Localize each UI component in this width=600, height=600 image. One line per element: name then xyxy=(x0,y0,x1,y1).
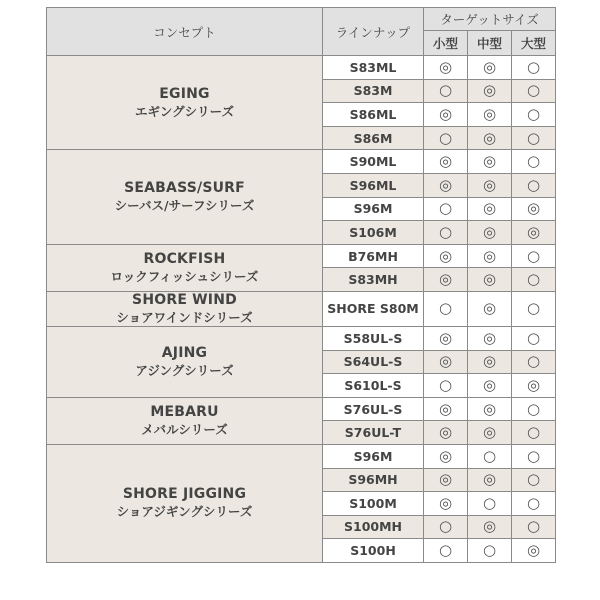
rating-small xyxy=(424,56,468,80)
model-name: S76UL-T xyxy=(323,421,424,445)
rating-symbol: ○ xyxy=(438,199,453,218)
rating-large xyxy=(512,221,556,245)
series-name-en: SHORE WIND xyxy=(132,291,237,308)
model-name: B76MH xyxy=(323,244,424,268)
table-header xyxy=(47,8,556,56)
rating-symbol: ○ xyxy=(526,446,541,465)
model-name: S90ML xyxy=(323,150,424,174)
series-name-jp: メバルシリーズ xyxy=(141,421,228,437)
series-cell xyxy=(47,444,323,562)
table-row xyxy=(47,397,556,421)
rating-medium xyxy=(468,197,512,221)
rating-small xyxy=(424,244,468,268)
rating-symbol: ◎ xyxy=(438,493,453,512)
rating-medium xyxy=(468,221,512,245)
rating-symbol: ◎ xyxy=(438,246,453,265)
series-cell xyxy=(47,326,323,397)
rating-symbol: ○ xyxy=(526,470,541,489)
rating-symbol: ◎ xyxy=(482,57,497,76)
header-concept: コンセプト xyxy=(47,8,323,56)
lineup-table xyxy=(46,7,556,563)
rating-medium xyxy=(468,374,512,398)
series-name-en: MEBARU xyxy=(150,403,219,420)
rating-symbol: ◎ xyxy=(482,270,497,289)
rating-symbol: ◎ xyxy=(438,399,453,418)
rating-medium xyxy=(468,350,512,374)
rating-symbol: ◎ xyxy=(482,104,497,123)
rating-medium xyxy=(468,291,512,326)
series-name-jp: ロックフィッシュシリーズ xyxy=(110,268,259,284)
rating-symbol: ◎ xyxy=(482,246,497,265)
model-name: S106M xyxy=(323,221,424,245)
model-name: S64UL-S xyxy=(323,350,424,374)
rating-large xyxy=(512,79,556,103)
rating-medium xyxy=(468,268,512,292)
rating-symbol: ○ xyxy=(526,299,541,318)
rating-small xyxy=(424,126,468,150)
rating-large xyxy=(512,173,556,197)
rating-symbol: ◎ xyxy=(482,128,497,147)
rating-symbol: ○ xyxy=(482,493,497,512)
rating-medium xyxy=(468,326,512,350)
series-name-jp: ショアワインドシリーズ xyxy=(116,309,253,325)
series-cell xyxy=(47,397,323,444)
rating-symbol: ◎ xyxy=(482,199,497,218)
rating-large xyxy=(512,539,556,563)
rating-medium xyxy=(468,515,512,539)
rating-small xyxy=(424,103,468,127)
rating-symbol: ◎ xyxy=(482,175,497,194)
series-name-en: EGING xyxy=(159,85,210,102)
series-cell xyxy=(47,244,323,291)
rating-large xyxy=(512,421,556,445)
rating-symbol: ○ xyxy=(526,270,541,289)
model-name: S76UL-S xyxy=(323,397,424,421)
rating-symbol: ◎ xyxy=(438,352,453,371)
table-row xyxy=(47,244,556,268)
rating-symbol: ◎ xyxy=(482,81,497,100)
series-cell xyxy=(47,56,323,150)
rating-large xyxy=(512,397,556,421)
table-row xyxy=(47,326,556,350)
model-name: S96ML xyxy=(323,173,424,197)
rating-small xyxy=(424,539,468,563)
model-name: S96M xyxy=(323,197,424,221)
rating-small xyxy=(424,173,468,197)
rating-small xyxy=(424,150,468,174)
rating-medium xyxy=(468,56,512,80)
model-name: S610L-S xyxy=(323,374,424,398)
model-name: S83ML xyxy=(323,56,424,80)
series-name-en: SHORE JIGGING xyxy=(122,486,247,503)
rating-symbol: ◎ xyxy=(526,375,541,394)
rating-symbol: ◎ xyxy=(438,175,453,194)
series-name-jp: シーバス/サーフシリーズ xyxy=(114,198,255,214)
rating-small xyxy=(424,221,468,245)
rating-symbol: ◎ xyxy=(438,57,453,76)
model-name: S100H xyxy=(323,539,424,563)
rating-small xyxy=(424,421,468,445)
rating-symbol: ○ xyxy=(526,152,541,171)
rating-symbol: ◎ xyxy=(482,222,497,241)
rating-medium xyxy=(468,244,512,268)
rating-small xyxy=(424,397,468,421)
rating-medium xyxy=(468,492,512,516)
rating-medium xyxy=(468,444,512,468)
rating-symbol: ◎ xyxy=(482,152,497,171)
rating-symbol: ○ xyxy=(526,399,541,418)
table-row xyxy=(47,291,556,326)
rating-large xyxy=(512,126,556,150)
rating-small xyxy=(424,444,468,468)
rating-symbol: ○ xyxy=(526,423,541,442)
rating-symbol: ◎ xyxy=(482,328,497,347)
header-size-large: 大型 xyxy=(512,31,556,56)
rating-symbol: ○ xyxy=(526,104,541,123)
rating-small xyxy=(424,291,468,326)
rating-medium xyxy=(468,397,512,421)
model-name: S96MH xyxy=(323,468,424,492)
rating-medium xyxy=(468,468,512,492)
rating-symbol: ○ xyxy=(438,128,453,147)
series-name-jp: アジングシリーズ xyxy=(135,362,234,378)
model-name: S86M xyxy=(323,126,424,150)
series-cell xyxy=(47,150,323,244)
rating-symbol: ○ xyxy=(526,352,541,371)
table-row xyxy=(47,444,556,468)
rating-symbol: ◎ xyxy=(482,470,497,489)
header-target-size: ターゲットサイズ xyxy=(424,8,556,31)
rating-symbol: ◎ xyxy=(438,104,453,123)
rating-medium xyxy=(468,173,512,197)
series-name-en: AJING xyxy=(161,344,208,361)
rating-symbol: ○ xyxy=(526,57,541,76)
rating-symbol: ◎ xyxy=(438,270,453,289)
rating-large xyxy=(512,374,556,398)
rating-medium xyxy=(468,126,512,150)
rating-large xyxy=(512,150,556,174)
rating-symbol: ○ xyxy=(526,128,541,147)
rating-symbol: ○ xyxy=(526,328,541,347)
rating-symbol: ◎ xyxy=(482,517,497,536)
rating-medium xyxy=(468,103,512,127)
rating-medium xyxy=(468,79,512,103)
rating-large xyxy=(512,468,556,492)
table-row xyxy=(47,150,556,174)
rating-large xyxy=(512,291,556,326)
rating-symbol: ○ xyxy=(438,299,453,318)
rating-large xyxy=(512,350,556,374)
rating-large xyxy=(512,326,556,350)
rating-symbol: ○ xyxy=(438,375,453,394)
rating-symbol: ◎ xyxy=(482,423,497,442)
header-lineup: ラインナップ xyxy=(323,8,424,56)
model-name: S86ML xyxy=(323,103,424,127)
rating-symbol: ○ xyxy=(438,541,453,560)
rating-small xyxy=(424,374,468,398)
model-name: S100M xyxy=(323,492,424,516)
rating-symbol: ◎ xyxy=(482,299,497,318)
rating-symbol: ◎ xyxy=(438,152,453,171)
rating-small xyxy=(424,468,468,492)
model-name: S100MH xyxy=(323,515,424,539)
rating-small xyxy=(424,350,468,374)
model-name: S96M xyxy=(323,444,424,468)
model-name: S83MH xyxy=(323,268,424,292)
rating-large xyxy=(512,444,556,468)
rating-small xyxy=(424,515,468,539)
rating-symbol: ◎ xyxy=(482,375,497,394)
rating-small xyxy=(424,268,468,292)
rating-large xyxy=(512,103,556,127)
rating-symbol: ◎ xyxy=(438,328,453,347)
rating-large xyxy=(512,515,556,539)
rating-medium xyxy=(468,421,512,445)
rating-symbol: ○ xyxy=(438,517,453,536)
rating-symbol: ○ xyxy=(526,246,541,265)
rating-small xyxy=(424,79,468,103)
header-size-small: 小型 xyxy=(424,31,468,56)
rating-large xyxy=(512,268,556,292)
rating-symbol: ○ xyxy=(482,446,497,465)
rating-symbol: ○ xyxy=(438,81,453,100)
rating-symbol: ◎ xyxy=(526,199,541,218)
series-name-en: ROCKFISH xyxy=(143,250,226,267)
rating-symbol: ○ xyxy=(482,541,497,560)
rating-symbol: ◎ xyxy=(482,352,497,371)
rating-medium xyxy=(468,150,512,174)
model-name: SHORE S80M xyxy=(323,291,424,326)
table-row xyxy=(47,56,556,80)
header-size-medium: 中型 xyxy=(468,31,512,56)
model-name: S83M xyxy=(323,79,424,103)
rating-symbol: ○ xyxy=(526,175,541,194)
rating-symbol: ○ xyxy=(526,493,541,512)
rating-medium xyxy=(468,539,512,563)
series-name-jp: ショアジギングシリーズ xyxy=(116,504,253,520)
rating-symbol: ◎ xyxy=(526,541,541,560)
rating-symbol: ○ xyxy=(438,222,453,241)
rating-large xyxy=(512,197,556,221)
series-cell xyxy=(47,291,323,326)
rating-symbol: ◎ xyxy=(482,399,497,418)
rating-symbol: ◎ xyxy=(438,470,453,489)
table-body xyxy=(47,56,556,563)
series-name-en: SEABASS/SURF xyxy=(124,180,245,197)
rating-symbol: ○ xyxy=(526,517,541,536)
model-name: S58UL-S xyxy=(323,326,424,350)
rating-large xyxy=(512,244,556,268)
rating-large xyxy=(512,56,556,80)
rating-small xyxy=(424,492,468,516)
rating-small xyxy=(424,326,468,350)
rating-symbol: ◎ xyxy=(438,423,453,442)
rating-small xyxy=(424,197,468,221)
rating-symbol: ◎ xyxy=(526,222,541,241)
rating-large xyxy=(512,492,556,516)
rating-symbol: ○ xyxy=(526,81,541,100)
rating-symbol: ◎ xyxy=(438,446,453,465)
series-name-jp: エギングシリーズ xyxy=(134,103,234,119)
